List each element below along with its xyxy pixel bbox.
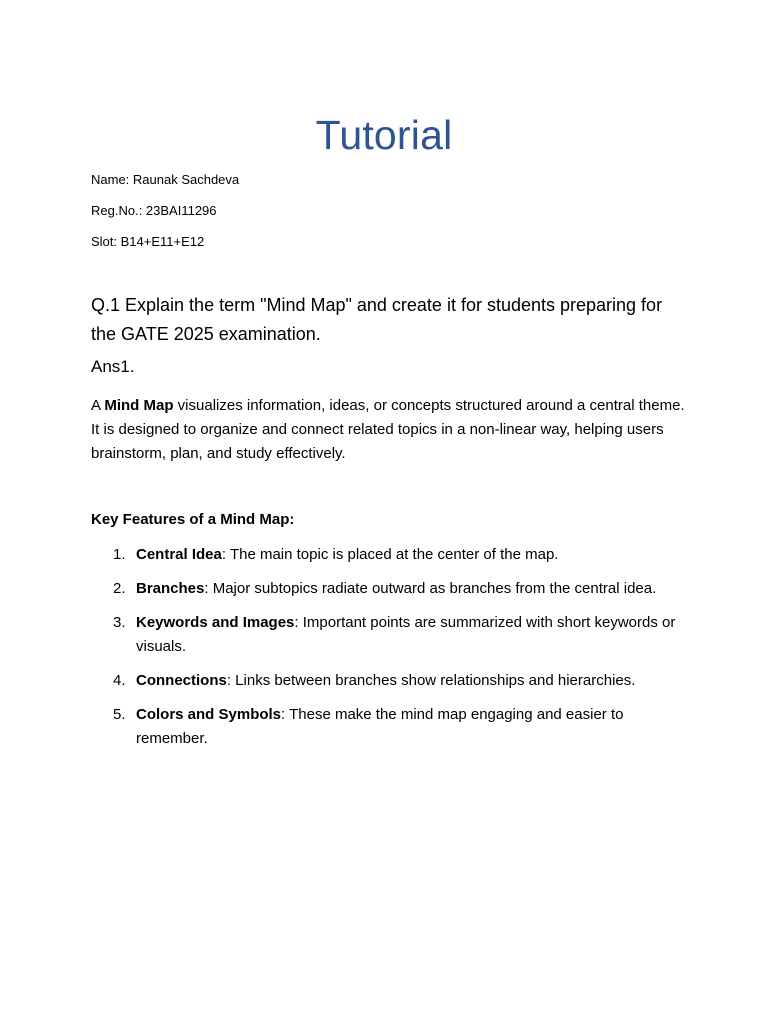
feature-item <box>91 577 691 601</box>
page-title: Tutorial <box>315 112 453 158</box>
feature-description: : These make the mind map engaging and easier to remember. <box>136 706 624 747</box>
features-list <box>91 543 691 761</box>
intro-rest: visualizes information, ideas, or concepts structured around a central theme. It is designed to organize and connect related topics in a non-linear way, helping users brainstorm, plan, and study effectively. <box>91 397 685 462</box>
intro-term: Mind Map <box>104 397 174 414</box>
feature-number: 4. <box>113 672 126 689</box>
feature-item <box>91 611 691 659</box>
feature-description: : Links between branches show relationships and hierarchies. <box>226 672 636 689</box>
feature-term: Connections <box>136 672 227 689</box>
feature-item <box>91 543 691 567</box>
feature-term: Colors and Symbols <box>136 706 282 723</box>
feature-description: : The main topic is placed at the center of the map. <box>221 546 559 563</box>
feature-description: : Major subtopics radiate outward as branches from the central idea. <box>204 580 657 597</box>
feature-term: Central Idea <box>136 546 222 563</box>
intro-prefix: A <box>91 397 105 414</box>
feature-number: 1. <box>113 546 126 563</box>
feature-number: 3. <box>113 614 126 631</box>
feature-description: : Important points are summarized with short keywords or visuals. <box>136 614 676 655</box>
feature-item <box>91 669 691 693</box>
student-name: Name: Raunak Sachdeva <box>91 172 240 187</box>
intro-paragraph <box>91 394 691 466</box>
registration-number: Reg.No.: 23BAI11296 <box>91 203 217 218</box>
feature-term: Branches <box>136 580 205 597</box>
feature-number: 2. <box>113 580 126 597</box>
feature-item <box>91 703 691 751</box>
slot-info: Slot: B14+E11+E12 <box>91 234 205 249</box>
feature-number: 5. <box>113 706 126 723</box>
features-heading: Key Features of a Mind Map: <box>91 511 295 528</box>
question-text: Q.1 Explain the term "Mind Map" and create it for students preparing for the GATE 2025 examination. <box>91 295 663 344</box>
feature-term: Keywords and Images <box>136 614 295 631</box>
answer-label: Ans1. <box>91 357 135 376</box>
